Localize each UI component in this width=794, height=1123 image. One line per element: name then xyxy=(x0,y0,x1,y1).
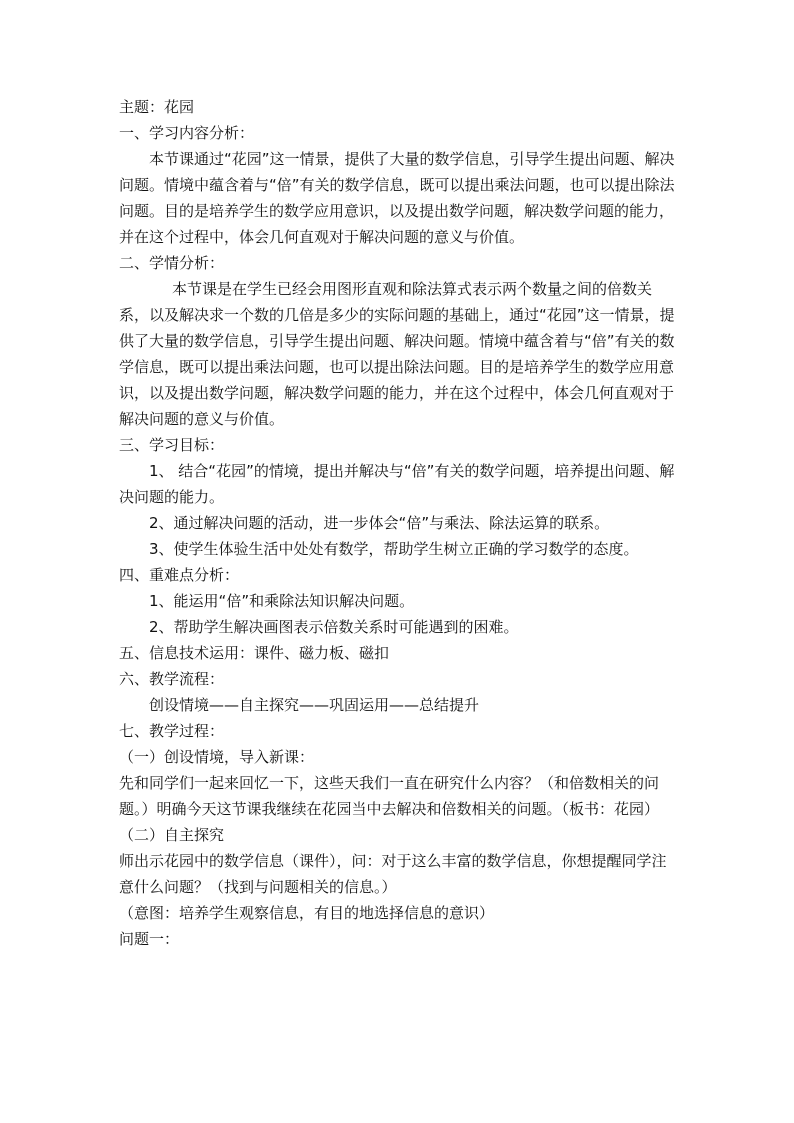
part-1-title: （一）创设情境，导入新课： xyxy=(119,748,315,766)
section-student-analysis-body: 本节课是在学生已经会用图形直观和除法算式表示两个数量之间的倍数关系，以及解决求一个数的几倍是多少的实际问题的基础上，通过“花园”这一情景，提供了大量的数学信息，引导学生提出问题、解决问题。情境中蕴含着与“倍”有关的数学信息，既可以提出乘法问题，也可以提出除法问题。目的是培养学生的数学应用意识，以及提出数学问题，解决数学问题的能力，并在这个过程中，体会几何直观对于解决问题的意义与价值。 xyxy=(119,280,675,428)
section-key-difficulties-title: 四、重难点分析： xyxy=(119,566,240,584)
section-learning-content-body: 本节课通过“花园”这一情景，提供了大量的数学信息，引导学生提出问题、解决问题。情境中蕴含着与“倍”有关的数学信息，既可以提出乘法问题，也可以提出除法问题。目的是培养学生的数学应用意识，以及提出数学问题，解决数学问题的能力，并在这个过程中，体会几何直观对于解决问题的意义与价值。 xyxy=(119,150,675,246)
teaching-flow: 创设情境——自主探究——巩固运用——总结提升 xyxy=(149,696,480,714)
part-2-body: 师出示花园中的数学信息（课件），问：对于这么丰富的数学信息，你想提醒同学注意什么问题？（找到与问题相关的信息。） xyxy=(119,852,667,896)
section-teaching-process-title: 七、教学过程： xyxy=(119,722,225,740)
section-teaching-flow-title: 六、教学流程： xyxy=(119,670,225,688)
key-point-2: 2、帮助学生解决画图表示倍数关系时可能遇到的困难。 xyxy=(149,618,519,636)
lesson-plan-content xyxy=(119,94,679,952)
learning-goal-1: 1、 结合“花园”的情境，提出并解决与“倍”有关的数学问题，培养提出问题、解决问题的能力。 xyxy=(119,462,675,506)
design-intent: （意图：培养学生观察信息，有目的地选择信息的意识） xyxy=(119,904,495,922)
section-student-analysis-title: 二、学情分析： xyxy=(119,254,225,272)
question-one-label: 问题一： xyxy=(119,930,180,948)
section-technology-use: 五、信息技术运用：课件、磁力板、磁扣 xyxy=(119,644,390,662)
learning-goal-3: 3、使学生体验生活中处处有数学，帮助学生树立正确的学习数学的态度。 xyxy=(149,540,639,558)
section-learning-content-title: 一、学习内容分析： xyxy=(119,124,255,142)
key-point-1: 1、能运用“倍”和乘除法知识解决问题。 xyxy=(149,592,415,610)
topic-line: 主题：花园 xyxy=(119,98,195,116)
learning-goal-2: 2、通过解决问题的活动，进一步体会“倍”与乘法、除法运算的联系。 xyxy=(149,514,610,532)
part-1-body: 先和同学们一起来回忆一下，这些天我们一直在研究什么内容？（和倍数相关的问题。）明确今天这节课我继续在花园当中去解决和倍数相关的问题。（板书：花园） xyxy=(119,774,660,818)
part-2-title: （二）自主探究 xyxy=(119,826,225,844)
section-learning-goals-title: 三、学习目标： xyxy=(119,436,225,454)
